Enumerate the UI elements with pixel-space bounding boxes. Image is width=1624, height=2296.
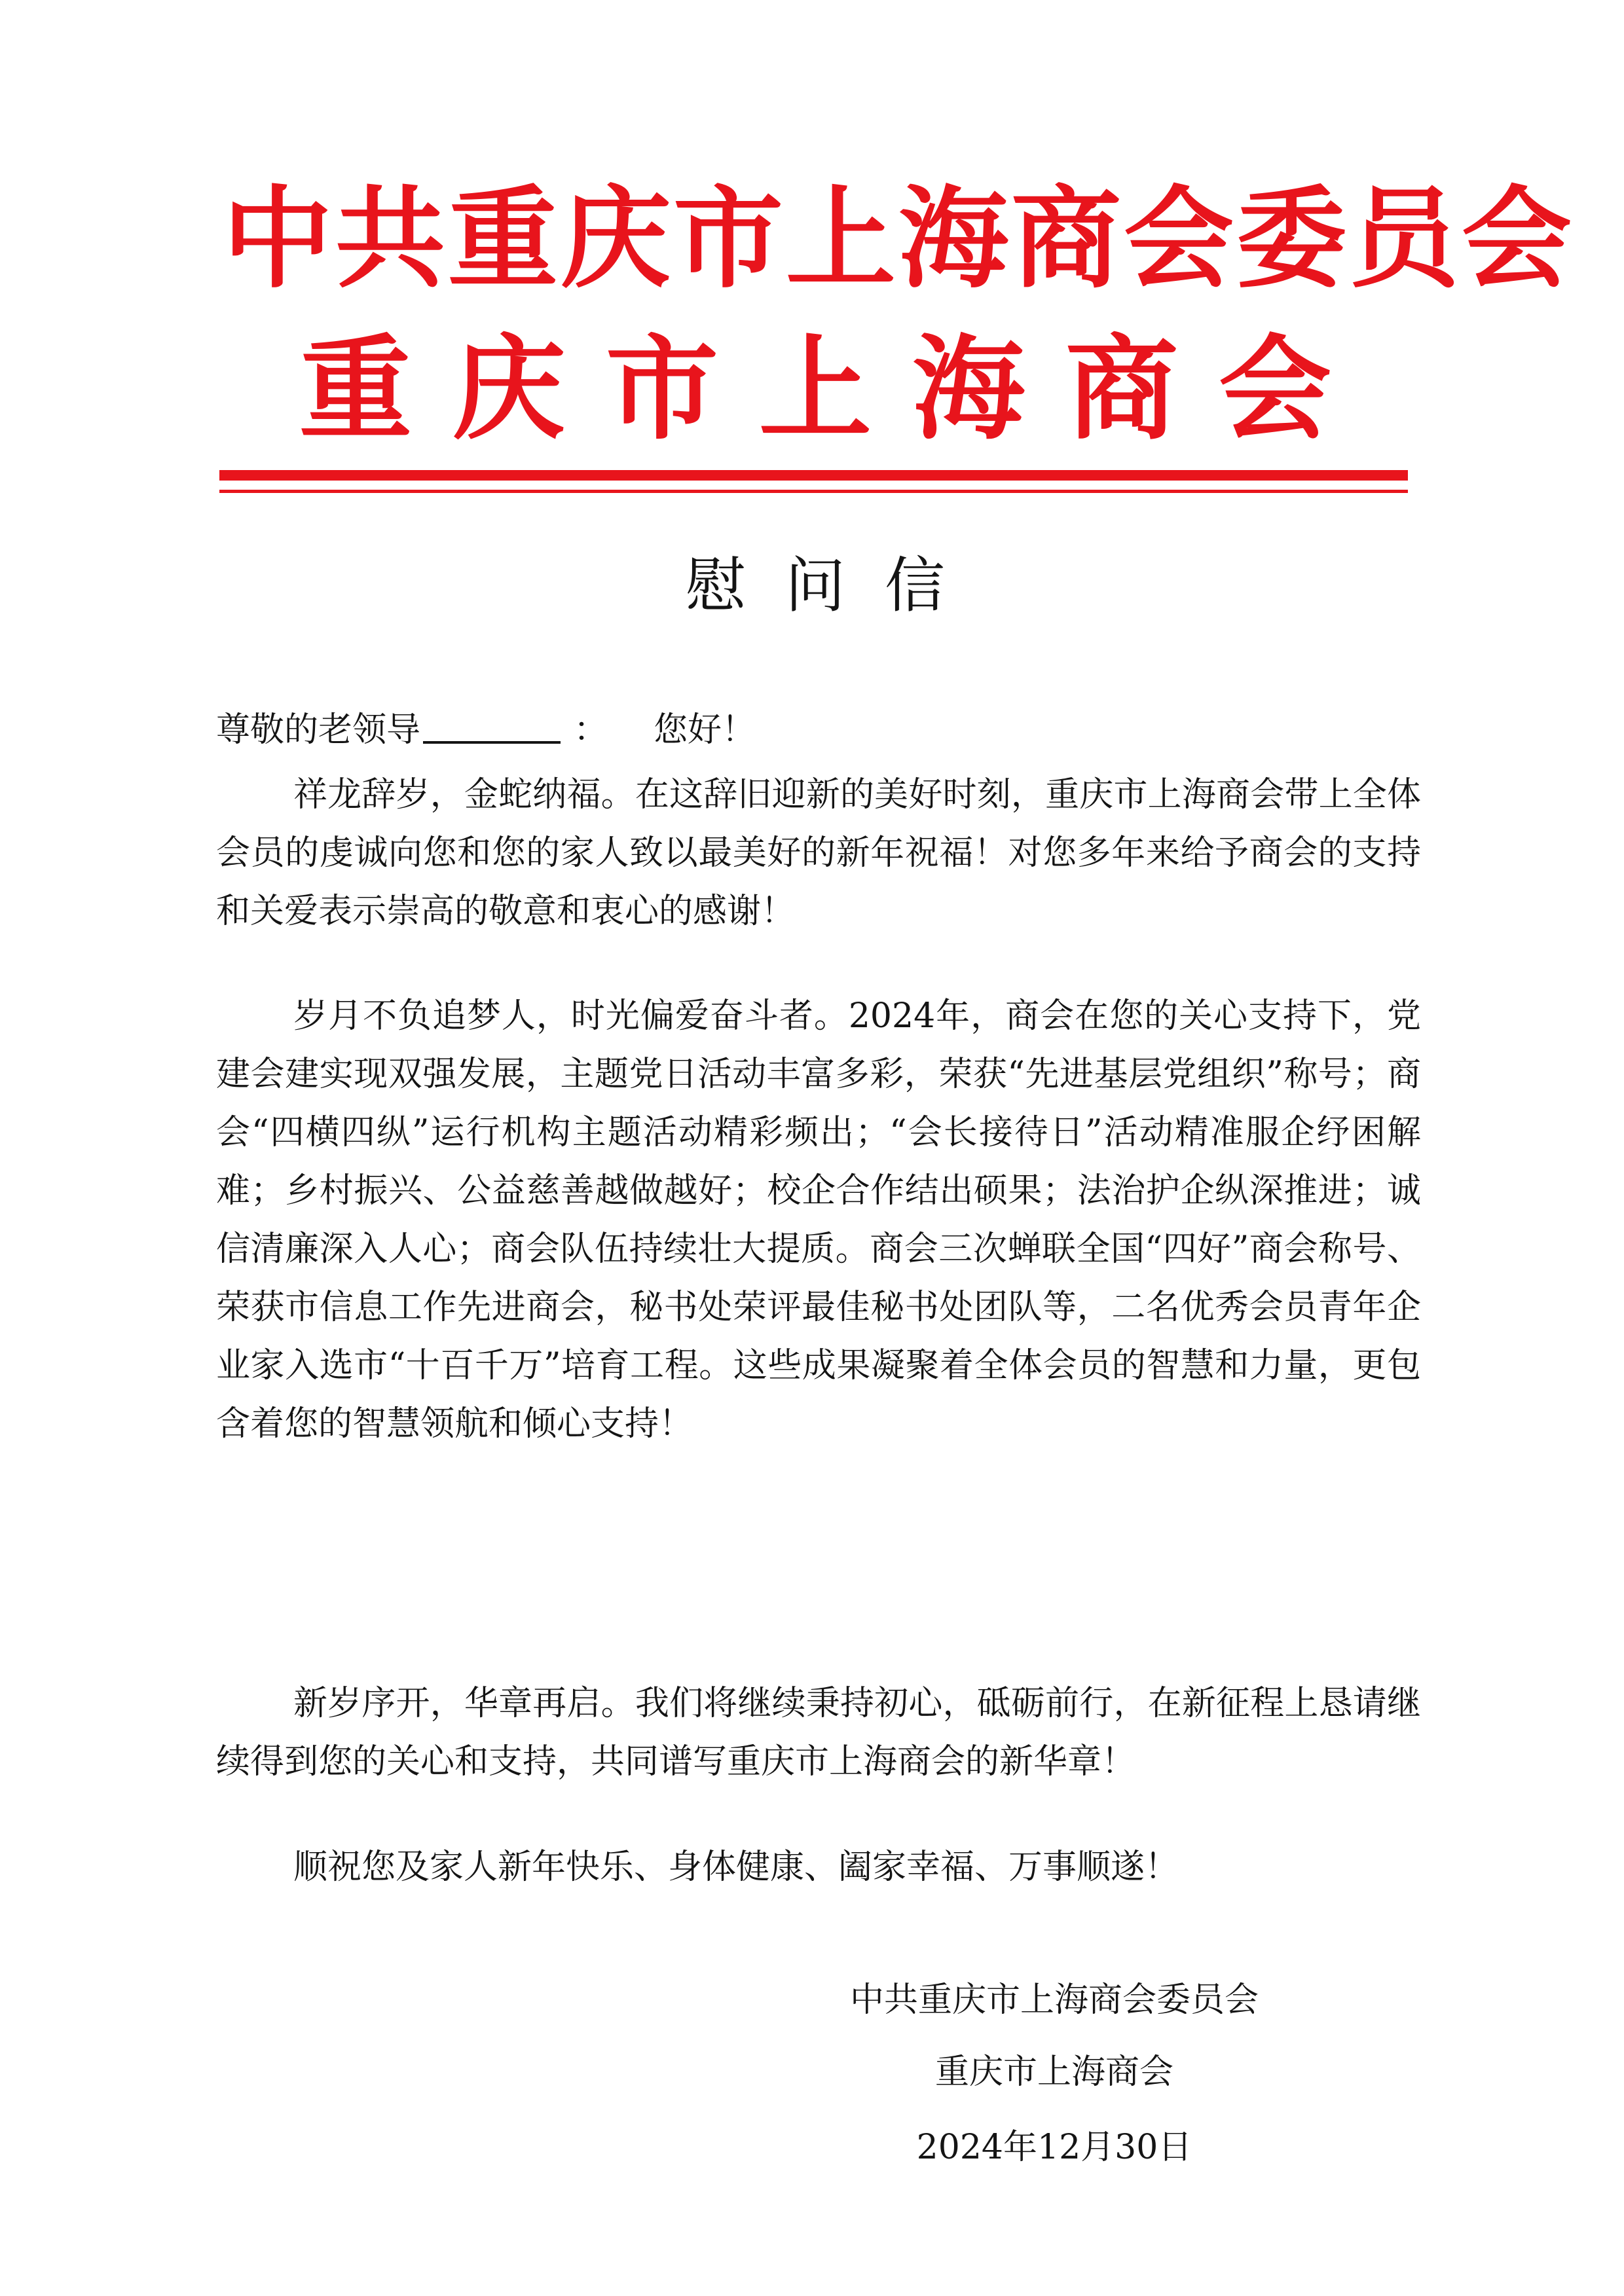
letterhead-line-2: 重庆市上海商会 [299, 323, 1372, 455]
salutation-prefix: 尊敬的老领导 [216, 710, 421, 750]
body-paragraph-3: 新岁序开，华章再启。我们将继续秉持初心，砥砺前行，在新征程上恳请继续得到您的关心和支持，共同谱写重庆市上海商会的新华章！ [216, 1684, 1421, 1781]
signature-date: 2024年12月30日 [916, 2128, 1192, 2167]
body-paragraph-4: 顺祝您及家人新年快乐、身体健康、阖家幸福、万事顺遂！ [293, 1848, 1179, 1887]
body-paragraph-2: 岁月不负追梦人，时光偏爱奋斗者。2024年，商会在您的关心支持下，党建会建实现双强发展，主题党日活动丰富多彩，荣获“先进基层党组织”称号；商会“四横四纵”运行机构主题活动精彩频出；“会长接待日”活动精准服企纾困解难；乡村振兴、公益慈善越做越好；校企合作结出硕果；法治护企纵深推进；诚信清廉深入人心；商会队伍持续壮大提质。商会三次蝉联全国“四好”商会称号、荣获市信息工作先进商会，秘书处荣评最佳秘书处团队等，二名优秀会员青年企业家入选市“十百千万”培育工程。这些成果凝聚着全体会员的智慧和力量，更包含着您的智慧领航和倾心支持！ [216, 996, 1421, 1444]
salutation [216, 701, 1421, 759]
body-paragraph-1: 祥龙辞岁，金蛇纳福。在这辞旧迎新的美好时刻，重庆市上海商会带上全体会员的虔诚向您和您的家人致以最美好的新年祝福！对您多年来给予商会的支持和关爱表示崇高的敬意和衷心的感谢！ [216, 775, 1421, 931]
signature-org-party-committee: 中共重庆市上海商会委员会 [849, 1980, 1259, 2020]
letterhead-rule-thick [219, 470, 1408, 481]
document-title: 慰问信 [685, 551, 984, 621]
salutation-greeting: 您好！ [654, 710, 756, 750]
signature-org-chamber: 重庆市上海商会 [934, 2052, 1173, 2092]
letterhead-rule-thin [219, 490, 1408, 493]
salutation-colon: ： [574, 710, 608, 750]
letterhead-line-1: 中共重庆市上海商会委员会 [223, 175, 1574, 303]
name-blank-line [423, 704, 561, 744]
